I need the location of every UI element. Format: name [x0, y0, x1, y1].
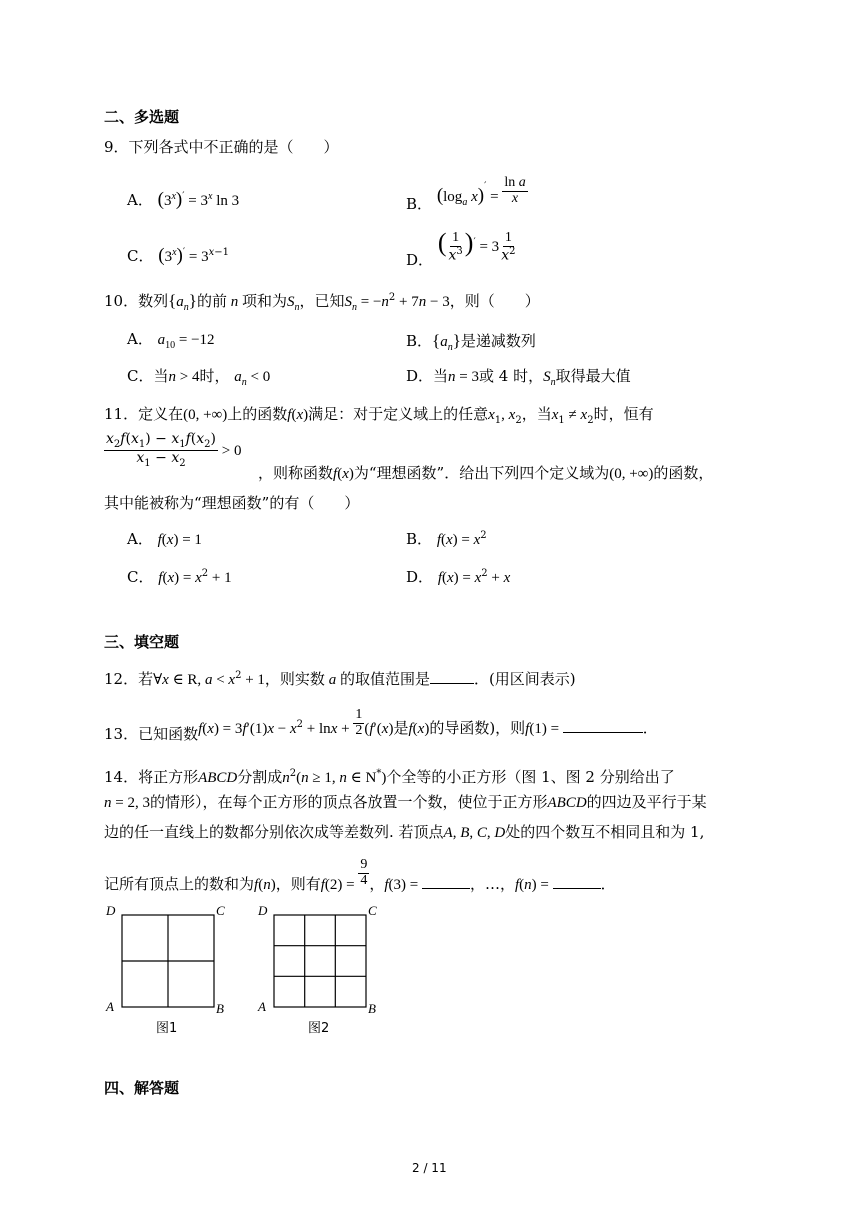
figure-2-caption: 图2 — [308, 1021, 330, 1036]
page-number: 2 / 11 — [412, 1161, 447, 1175]
figure-1-caption: 图1 — [156, 1021, 178, 1036]
answer-blank[interactable] — [553, 874, 601, 889]
section-heading-multiple-choice: 二、多选题 — [104, 108, 180, 126]
vertex-label-c: C — [368, 903, 377, 918]
question-11-stem-line2-text: ，则称函数f(x)为“理想函数”．给出下列四个定义域为(0, +∞)的函数， — [258, 464, 714, 482]
q11-option-b: B． $f(x) = x^2$ — [406, 530, 487, 548]
question-14-line3: 边的任一直线上的数都分别依次成等差数列. 若顶点A, B, C, D处的四个数互不相同且和为 1, — [104, 823, 705, 841]
q10-option-a: A． $a_{10} = -12$ — [127, 330, 215, 351]
question-11-stem-line3: 其中能被称为“理想函数”的有（ ） — [104, 494, 360, 512]
vertex-label-b: B — [368, 1001, 376, 1016]
figure-2 — [256, 903, 386, 1043]
q11-option-a: A． f(x) = 1 — [127, 530, 202, 548]
section-heading-fill-in: 三、填空题 — [104, 633, 180, 651]
figure-1 — [104, 903, 234, 1043]
question-12: 12．若∀x ∈ R, $a < x^2 + 1$，则实数 a 的取值范围是 ．(用区间表示) — [104, 670, 576, 688]
option-label: D． — [406, 251, 434, 269]
q11-option-d: D． $f(x) = x^2 + x$ — [406, 568, 511, 586]
question-13: 13．已知函数$f(x) = 3f'(1)x - x^2 + \ln x$ + $\frac{1}{2}$ (f′(x)是f(x)的导函数)，则f(1) = ． — [104, 707, 658, 744]
section-heading-solutions: 四、解答题 — [104, 1079, 180, 1097]
question-9-stem: 9．下列各式中不正确的是（ ） — [104, 138, 339, 156]
question-14-line1: 14．将正方形ABCD分割成$n^2(n \ge 1$, n ∈ N*)个全等的小正方形（图 1、图 2 分别给出了 — [104, 768, 675, 786]
question-14-line4: 记所有顶点上的数和为f(n)，则有f(2) = $\frac{9}{4}$ ，f(3) = ，…，f(n) = ． — [104, 857, 616, 894]
option-label: C． — [127, 247, 154, 265]
vertex-label-c: C — [216, 903, 225, 918]
q9-option-b: B． ($\log_a$ x)′ = $\frac{\text{ln a}}{x}$ — [406, 175, 526, 214]
answer-blank[interactable] — [422, 874, 470, 889]
vertex-label-a: A — [258, 999, 266, 1014]
question-10-stem: 10．数列$\{a_n\}$的前 n 项和为$S_n$，已知$S_n = -n^2 + 7n - 3$，则（ ） — [104, 291, 540, 313]
q9-option-d: D． ( $\frac{1}{x^3}$ )′ = 3 $\frac{1}{x^2}$ — [406, 228, 516, 269]
question-11-stem-line1: 11．定义在(0, +∞)上的函数f(x)满足：对于定义域上的任意$x_1$, $x_2$，当$x_1 \ne x_2$时，恒有 — [104, 405, 654, 426]
vertex-label-a: A — [106, 999, 114, 1014]
answer-blank[interactable] — [563, 718, 643, 733]
vertex-label-d: D — [258, 903, 268, 918]
vertex-label-b: B — [216, 1001, 224, 1016]
q10-option-c: C．当n > 4时， $a_n < 0$ — [127, 367, 271, 388]
q9-option-a: A． $(3^x)' = 3^x$ ln 3 — [127, 189, 240, 210]
answer-blank[interactable] — [430, 669, 474, 684]
option-label: B． — [406, 195, 433, 214]
vertex-label-d: D — [106, 903, 116, 918]
question-11-stem-line2: $\frac{x_2f(x_1) - x_1f(x_2)}{x_1 - x_2}$ > 0 — [106, 431, 242, 470]
question-14-line2: n = 2, 3的情形），在每个正方形的顶点各放置一个数，使位于正方形ABCD的四边及平行于某 — [104, 793, 707, 811]
q9-option-c: C． $(3^x)' = 3^{x-1}$ — [127, 245, 230, 266]
q11-option-c: C． $f(x) = x^2 + 1$ — [127, 568, 232, 586]
q10-option-d: D．当n = 3或 4 时，$S_n$取得最大值 — [406, 367, 631, 388]
option-label: A． — [127, 191, 153, 209]
q10-option-b: B．$\{a_n\}$是递减数列 — [406, 331, 536, 353]
